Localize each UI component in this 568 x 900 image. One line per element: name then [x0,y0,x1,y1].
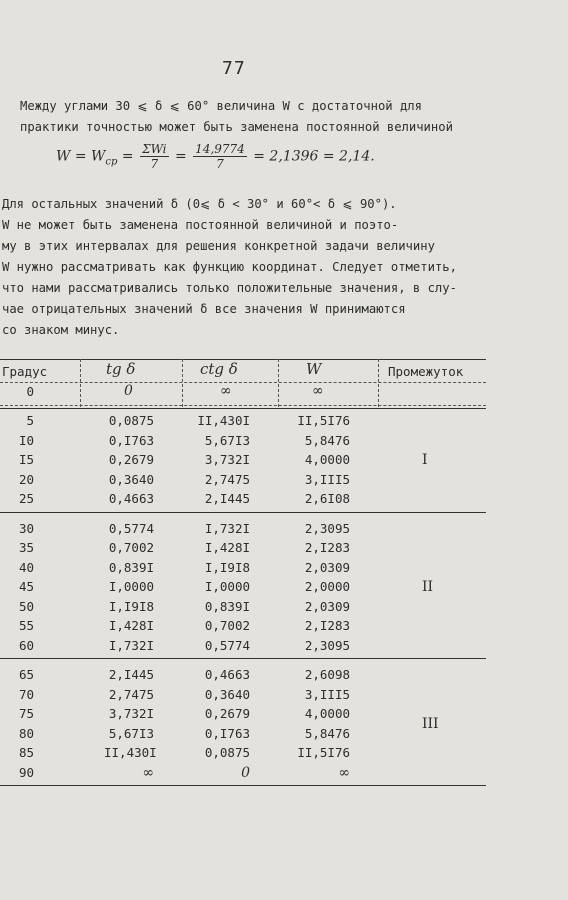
header-tg: tg δ [106,360,136,378]
cell-ctg: II,430I [197,413,250,428]
cell-degree: 70 [18,686,34,702]
cell-degree: 85 [18,745,34,760]
cell-ctg: 0,7002 [204,618,250,633]
cell-degree: 50 [18,598,34,614]
cell-w: 2,3095 [304,637,350,653]
cell-tg: 0,839I [108,559,154,575]
text-line: W не может быть заменена постоянной величиной и поэто- [2,218,399,232]
group-rule [0,658,486,659]
text-line: му в этих интервалах для решения конкретной задачи величину [2,239,435,253]
cell-tg: 0,5774 [108,520,154,536]
text-line: чае отрицательных значений δ все значения W принимаются [2,302,406,316]
cell-tg: 0,4663 [108,491,154,506]
cell-w: 4,0000 [304,452,350,467]
cell-ctg: I,I9I8 [204,559,250,575]
cell-tg: 2,7475 [108,686,154,702]
cell-tg: II,430I [104,745,157,760]
cell-ctg: 0,5774 [204,637,250,653]
table-bottom-rule [0,785,486,786]
formula-result: = 2,1396 = 2,14. [253,148,375,165]
cell-degree: 55 [18,618,34,633]
cell-tg: 5,67I3 [108,725,154,741]
text-line: W нужно рассматривать как функцию координат. Следует отметить, [2,260,457,274]
interval-label: I [422,451,428,468]
cell-w: 3,III5 [304,471,350,487]
formula-lhs: W = W [56,148,106,165]
cell-degree: 90 [18,764,34,780]
cell-w: 2,I283 [304,618,350,633]
data-table [0,355,486,783]
cell-ctg: 3,732I [204,452,250,467]
cell-degree: I0 [18,432,34,448]
formula-fraction-2 [193,142,247,171]
cell-tg: I,0000 [108,579,154,594]
cell-ctg: 0,839I [204,598,250,614]
formula-eq1: = [121,148,134,165]
cell-tg: 0,2679 [108,452,154,467]
fraction-1-denominator: 7 [150,157,159,171]
interval-label: III [422,715,439,732]
cell-ctg: I,0000 [204,579,250,594]
cell-w: 2,6I08 [304,491,350,506]
cell-w: 5,8476 [304,432,350,448]
cell-ctg: I,428I [204,540,250,555]
text-line: Для остальных значений δ (0⩽ δ < 30° и 60°< δ ⩽ 90°). [2,197,397,211]
cell-degree: 40 [18,559,34,575]
cell-w: II,5I76 [297,745,350,760]
cell-w: 2,0309 [304,559,350,575]
cell-ctg: 0,I763 [204,725,250,741]
cell-degree: I5 [18,452,34,467]
formula-eq2: = [174,148,187,165]
text-line: Между углами 30 ⩽ δ ⩽ 60° величина W с достаточной для [20,99,422,113]
cell-ctg: 0,3640 [204,686,250,702]
cell-degree: 45 [18,579,34,594]
cell-w: ∞ [312,383,324,399]
cell-ctg: 5,67I3 [204,432,250,448]
cell-degree: 20 [18,471,34,487]
column-divider [278,359,279,407]
cell-degree: 60 [18,637,34,653]
cell-w: 5,8476 [304,725,350,741]
cell-w: 2,3095 [304,520,350,536]
cell-tg: I,732I [108,637,154,653]
column-divider [182,359,183,407]
text-line: со знаком минус. [2,323,120,337]
formula-fraction-1 [140,142,168,171]
cell-tg: 0,0875 [108,413,154,428]
cell-w: 4,0000 [304,706,350,721]
fraction-2-numerator: 14,9774 [195,142,245,156]
cell-w: 2,I283 [304,540,350,555]
formula [56,142,476,178]
zero-row-rule [0,405,486,406]
cell-ctg: I,732I [204,520,250,536]
cell-w: 2,0309 [304,598,350,614]
cell-w: II,5I76 [297,413,350,428]
group-rule [0,512,486,513]
formula-lhs-subscript: ср [105,156,118,168]
header-interval: Промежуток [388,364,464,379]
fraction-1-numerator: ΣWi [142,142,167,156]
header-ctg: ctg δ [200,360,238,378]
cell-tg: ∞ [142,764,154,781]
cell-degree: 5 [26,413,34,428]
cell-w: 2,6098 [304,667,350,682]
paragraph-1 [20,96,453,138]
cell-tg: 0,7002 [108,540,154,555]
cell-degree: 80 [18,725,34,741]
cell-w: ∞ [338,764,350,781]
fraction-2-denominator: 7 [216,157,224,171]
cell-ctg: 2,7475 [204,471,250,487]
cell-tg: I,I9I8 [108,598,154,614]
cell-ctg: 0 [241,764,250,781]
table-top-rule [0,359,486,360]
paragraph-2 [2,194,457,341]
cell-degree: 75 [18,706,34,721]
interval-label: II [422,578,434,595]
cell-degree: 25 [18,491,34,506]
cell-tg: 0,I763 [108,432,154,448]
cell-tg: I,428I [108,618,154,633]
cell-degree: 35 [18,540,34,555]
header-rule [0,382,486,383]
cell-tg: 2,I445 [108,667,154,682]
header-w: W [306,360,322,378]
group-rule [0,408,486,409]
cell-w: 2,0000 [304,579,350,594]
cell-ctg: 2,I445 [204,491,250,506]
page-number: 77 [222,58,246,79]
cell-ctg: 0,0875 [204,745,250,760]
cell-tg: 0 [124,383,133,399]
cell-degree: 30 [18,520,34,536]
text-line: практики точностью может быть заменена постоянной величиной [20,120,453,134]
cell-w: 3,III5 [304,686,350,702]
cell-ctg: 0,4663 [204,667,250,682]
cell-ctg: 0,2679 [204,706,250,721]
cell-degree: 65 [18,667,34,682]
column-divider [378,359,379,407]
cell-degree: 0 [26,384,34,399]
text-line: что нами рассматривались только положительные значения, в слу- [2,281,457,295]
cell-tg: 3,732I [108,706,154,721]
column-divider [80,359,81,407]
cell-ctg: ∞ [220,383,232,399]
header-degree: Градус [2,364,48,379]
cell-tg: 0,3640 [108,471,154,487]
